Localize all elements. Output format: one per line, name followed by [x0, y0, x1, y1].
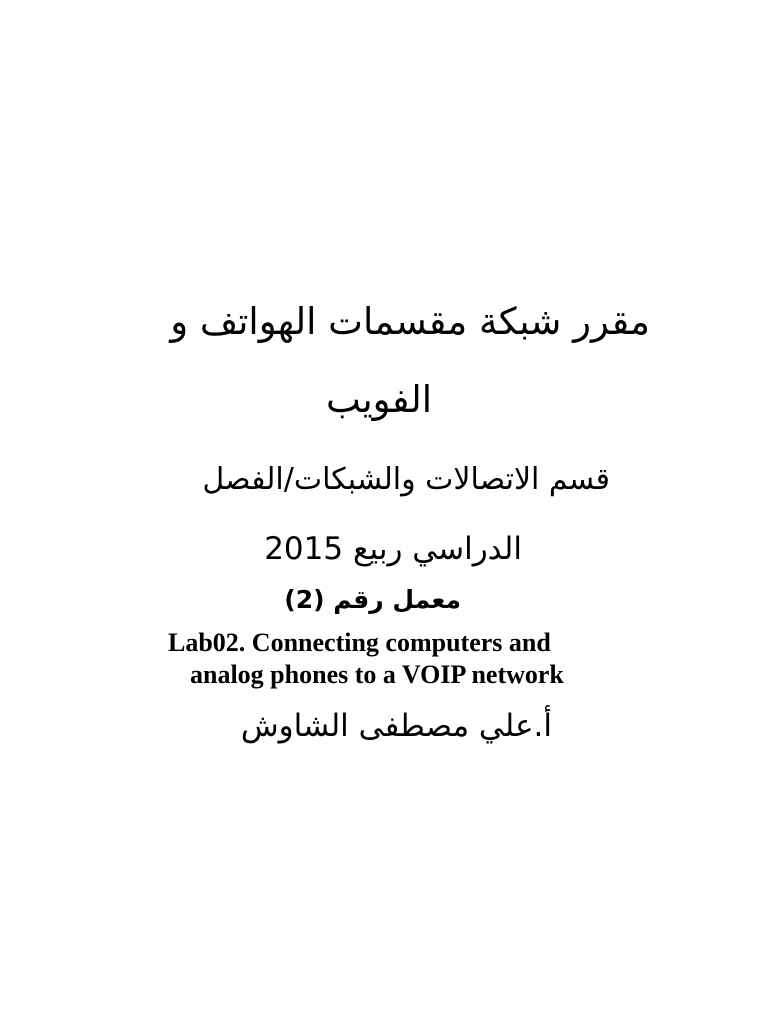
course-title-line-2: الفويب [325, 378, 432, 421]
department-line: قسم الاتصالات والشبكات/الفصل [202, 462, 610, 497]
lab-title-line-1: Lab02. Connecting computers and [168, 628, 551, 657]
lab-number: معمل رقم (2) [284, 585, 461, 614]
author-name: أ.علي مصطفى الشاوش [240, 708, 552, 744]
term-line: الدراسي ربيع 2015 [264, 531, 522, 567]
course-title-line-1: مقرر شبكة مقسمات الهواتف و [170, 300, 650, 343]
lab-title-line-2: analog phones to a VOIP network [190, 660, 564, 689]
